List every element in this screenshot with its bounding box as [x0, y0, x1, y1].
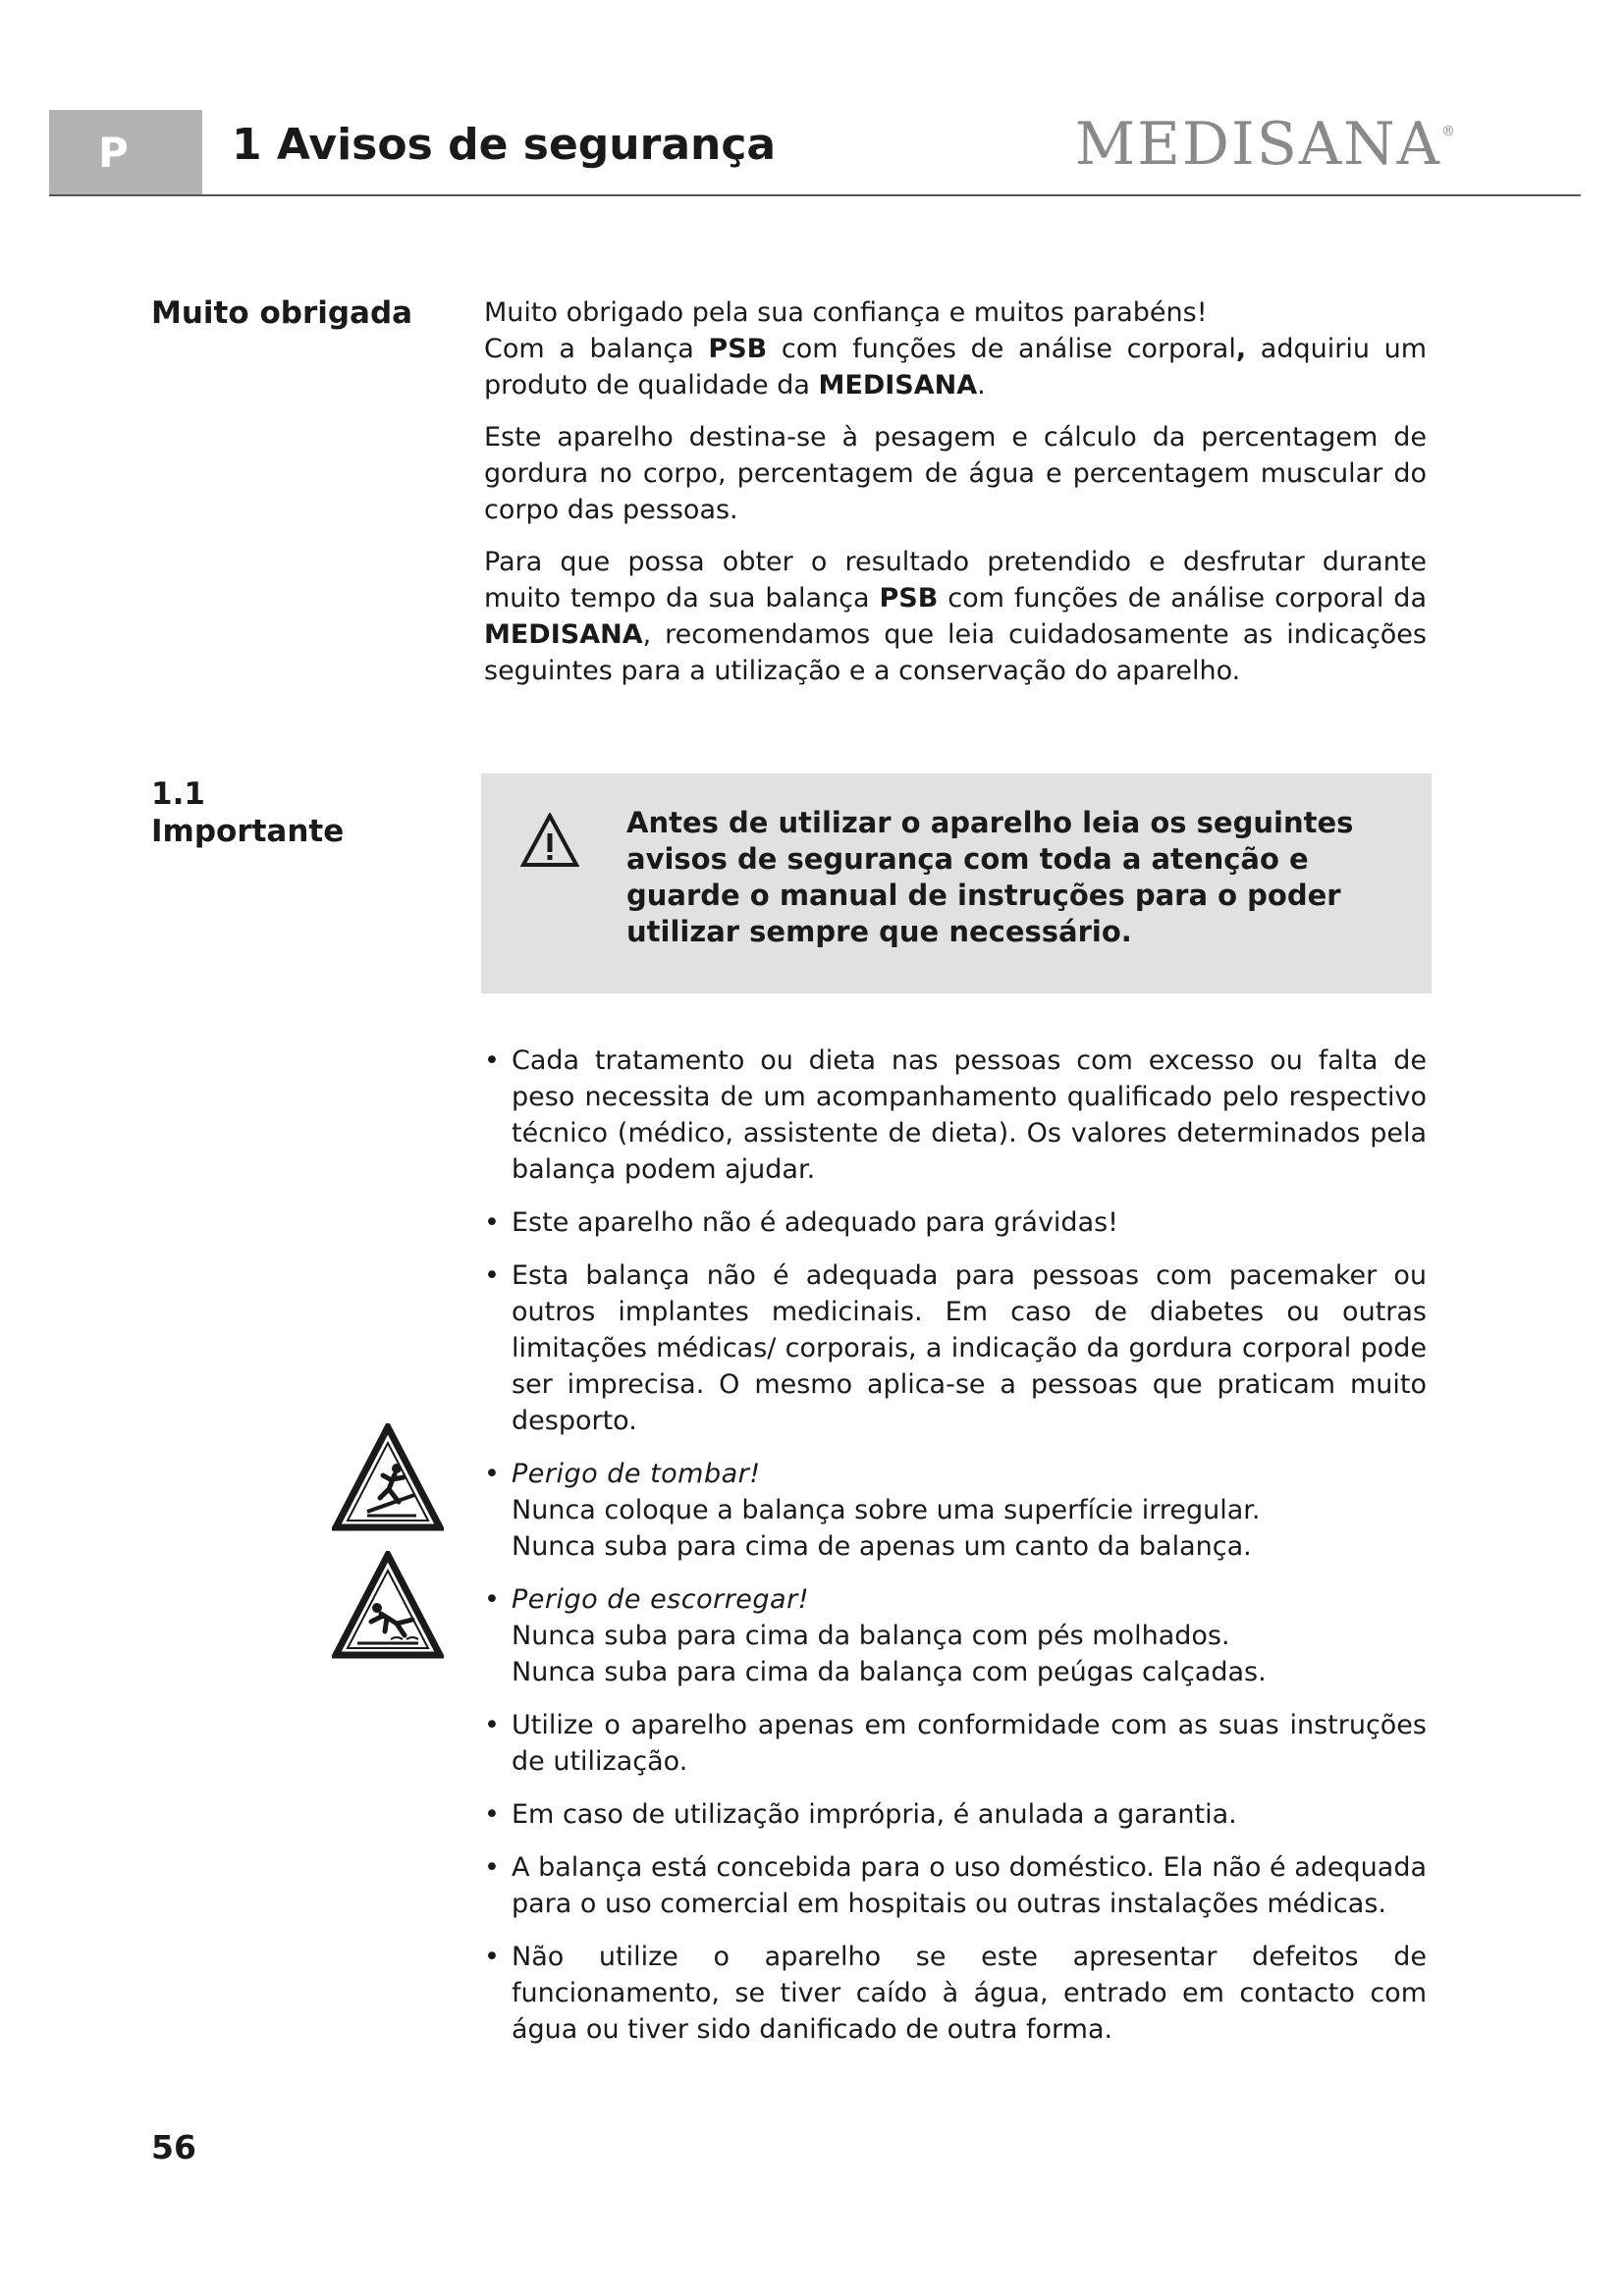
list-item: • Cada tratamento ou dieta nas pessoas com excesso ou falta de peso necessita de um acompanhamento qualificado pelo respectivo técnico (médico, assistente de dieta). Os valores determinados pela balança podem ajudar. — [484, 1042, 1427, 1188]
list-item: • Utilize o aparelho apenas em conformidade com as suas instruções de utilização. — [484, 1707, 1427, 1780]
list-item: • Este aparelho não é adequado para grávidas! — [484, 1204, 1427, 1241]
brand-name-inline: MEDISANA — [484, 619, 643, 650]
text-run: Para que possa obter o resultado pretendido e desfrutar durante muito tempo da sua balança — [484, 547, 1427, 614]
warning-box — [481, 774, 1432, 993]
text-run: . — [977, 370, 986, 400]
intro-thanks: Muito obrigado pela sua confiança e muitos parabéns! — [484, 297, 1208, 328]
list-item: • Em caso de utilização imprópria, é anulada a garantia. — [484, 1796, 1427, 1833]
section-tab — [49, 110, 202, 194]
list-item: • Não utilize o aparelho se este apresentar defeitos de funcionamento, se tiver caído à água, entrado em contacto com água ou tiver sido danificado de outra forma. — [484, 1939, 1427, 2048]
section-letter: P — [98, 128, 129, 177]
important-heading — [151, 775, 344, 850]
warning-triangle-icon — [520, 813, 579, 868]
intro-heading: Muito obrigada — [151, 295, 413, 331]
page-title: 1 Avisos de segurança — [232, 120, 777, 170]
text-run: com funções de análise corporal da — [938, 583, 1427, 614]
registered-mark: ® — [1441, 124, 1457, 139]
hazard-line: Nunca suba para cima da balança com pés molhados. — [512, 1621, 1230, 1651]
brand-name: MEDISANA — [1074, 110, 1441, 179]
product-name: PSB — [879, 583, 939, 614]
text-run: , — [1235, 334, 1247, 364]
tipping-hazard-icon — [332, 1423, 444, 1531]
safety-list — [484, 1042, 1427, 2064]
page-number: 56 — [151, 2128, 196, 2166]
intro-paragraph-3 — [484, 544, 1427, 689]
slipping-hazard-title: • Perigo de escorregar! — [512, 1584, 810, 1615]
intro-paragraph-1 — [484, 294, 1427, 403]
warning-text: Antes de utilizar o aparelho leia os seguintes avisos de segurança com toda a atenção e guarde o manual de instruções para o poder utilizar sempre que necessário. — [626, 806, 1354, 948]
list-item: • A balança está concebida para o uso doméstico. Ela não é adequada para o uso comercial em hospitais ou outras instalações médicas. — [484, 1849, 1427, 1922]
hazard-line: Nunca suba para cima de apenas um canto da balança. — [512, 1531, 1252, 1562]
slipping-hazard-icon — [332, 1551, 444, 1659]
section-label: Importante — [151, 814, 345, 849]
tipping-hazard-title: • Perigo de tombar! — [512, 1459, 761, 1489]
brand-logo — [1075, 110, 1457, 179]
header-divider — [49, 194, 1581, 196]
text-run: com funções de análise corporal — [767, 334, 1236, 364]
intro-paragraph-2: Este aparelho destina-se à pesagem e cálculo da percentagem de gordura no corpo, percentagem de água e percentagem muscular do corpo das pessoas. — [484, 422, 1427, 525]
product-name: PSB — [708, 334, 768, 364]
text-run: adquiriu um produto de qualidade da — [484, 334, 1427, 400]
list-item — [484, 1456, 1427, 1565]
hazard-line: Nunca suba para cima da balança com peúgas calçadas. — [512, 1657, 1267, 1687]
text-run: Com a balança — [484, 334, 709, 364]
hazard-line: Nunca coloque a balança sobre uma superfície irregular. — [512, 1495, 1261, 1525]
text-run: , recomendamos que leia cuidadosamente as indicações seguintes para a utilização e a conservação do aparelho. — [484, 619, 1427, 686]
list-item: • Esta balança não é adequada para pessoas com pacemaker ou outros implantes medicinais. Em caso de diabetes ou outras limitações médicas/ corporais, a indicação da gordura corporal pode ser imprecisa. O mesmo aplica-se a pessoas que praticam muito desporto. — [484, 1257, 1427, 1439]
brand-name-inline: MEDISANA — [818, 370, 978, 400]
intro-text — [484, 294, 1427, 705]
list-item — [484, 1581, 1427, 1690]
section-number: 1.1 — [151, 776, 205, 812]
